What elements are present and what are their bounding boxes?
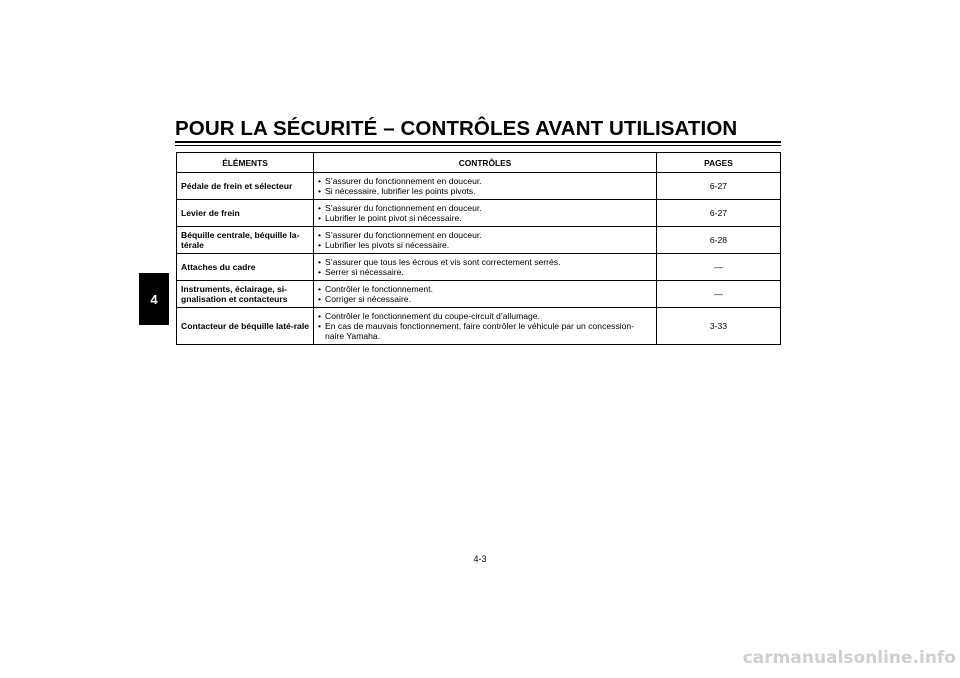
- row-checks-cell: [314, 254, 657, 281]
- page-title: POUR LA SÉCURITÉ – CONTRÔLES AVANT UTILISATION: [175, 117, 738, 140]
- table-header-row: [177, 153, 781, 173]
- chapter-tab: 4: [139, 273, 169, 325]
- row-pages-cell: —: [657, 254, 781, 281]
- row-item-cell: Pédale de frein et sélecteur: [177, 173, 314, 200]
- row-checks-cell: [314, 308, 657, 345]
- title-underline-thin: [175, 145, 781, 146]
- table-row: [177, 308, 781, 345]
- check-bullet: • S’assurer du fonctionnement en douceur.: [318, 203, 652, 213]
- check-bullet: • Serrer si nécessaire.: [318, 267, 652, 277]
- row-checks-cell: [314, 200, 657, 227]
- table-row: [177, 281, 781, 308]
- row-pages-cell: 3-33: [657, 308, 781, 345]
- row-pages-cell: 6-28: [657, 227, 781, 254]
- check-bullet: • Contrôler le fonctionnement.: [318, 284, 652, 294]
- check-bullet: • S’assurer que tous les écrous et vis sont correctement serrés.: [318, 257, 652, 267]
- row-item-cell: Attaches du cadre: [177, 254, 314, 281]
- row-checks-cell: [314, 281, 657, 308]
- table-row: [177, 200, 781, 227]
- check-bullet: • Contrôler le fonctionnement du coupe-circuit d’allumage.: [318, 311, 652, 321]
- column-header-items: ÉLÉMENTS: [177, 153, 314, 173]
- check-bullet: • Lubrifier les pivots si nécessaire.: [318, 240, 652, 250]
- table-row: [177, 227, 781, 254]
- check-bullet: • S’assurer du fonctionnement en douceur.: [318, 230, 652, 240]
- watermark: carmanualsonline.info: [742, 648, 956, 668]
- column-header-checks: CONTRÔLES: [314, 153, 657, 173]
- table-row: [177, 173, 781, 200]
- row-item-cell: Levier de frein: [177, 200, 314, 227]
- table-row: [177, 254, 781, 281]
- page-number: 4-3: [473, 554, 487, 564]
- row-pages-cell: —: [657, 281, 781, 308]
- pre-operation-checks-table: [176, 152, 781, 345]
- check-bullet: • S’assurer du fonctionnement en douceur.: [318, 176, 652, 186]
- column-header-pages: PAGES: [657, 153, 781, 173]
- row-pages-cell: 6-27: [657, 173, 781, 200]
- check-bullet: • Corriger si nécessaire.: [318, 294, 652, 304]
- row-item-cell: Béquille centrale, béquille la-térale: [177, 227, 314, 254]
- row-checks-cell: [314, 227, 657, 254]
- check-bullet: • Lubrifier le point pivot si nécessaire.: [318, 213, 652, 223]
- row-item-cell: Instruments, éclairage, si-gnalisation et contacteurs: [177, 281, 314, 308]
- row-pages-cell: 6-27: [657, 200, 781, 227]
- check-bullet: • En cas de mauvais fonctionnement, faire contrôler le véhicule par un concession-naire Yamaha.: [318, 321, 652, 341]
- check-bullet: • Si nécessaire, lubrifier les points pivots.: [318, 186, 652, 196]
- row-item-cell: Contacteur de béquille laté-rale: [177, 308, 314, 345]
- title-underline-thick: [175, 141, 781, 143]
- row-checks-cell: [314, 173, 657, 200]
